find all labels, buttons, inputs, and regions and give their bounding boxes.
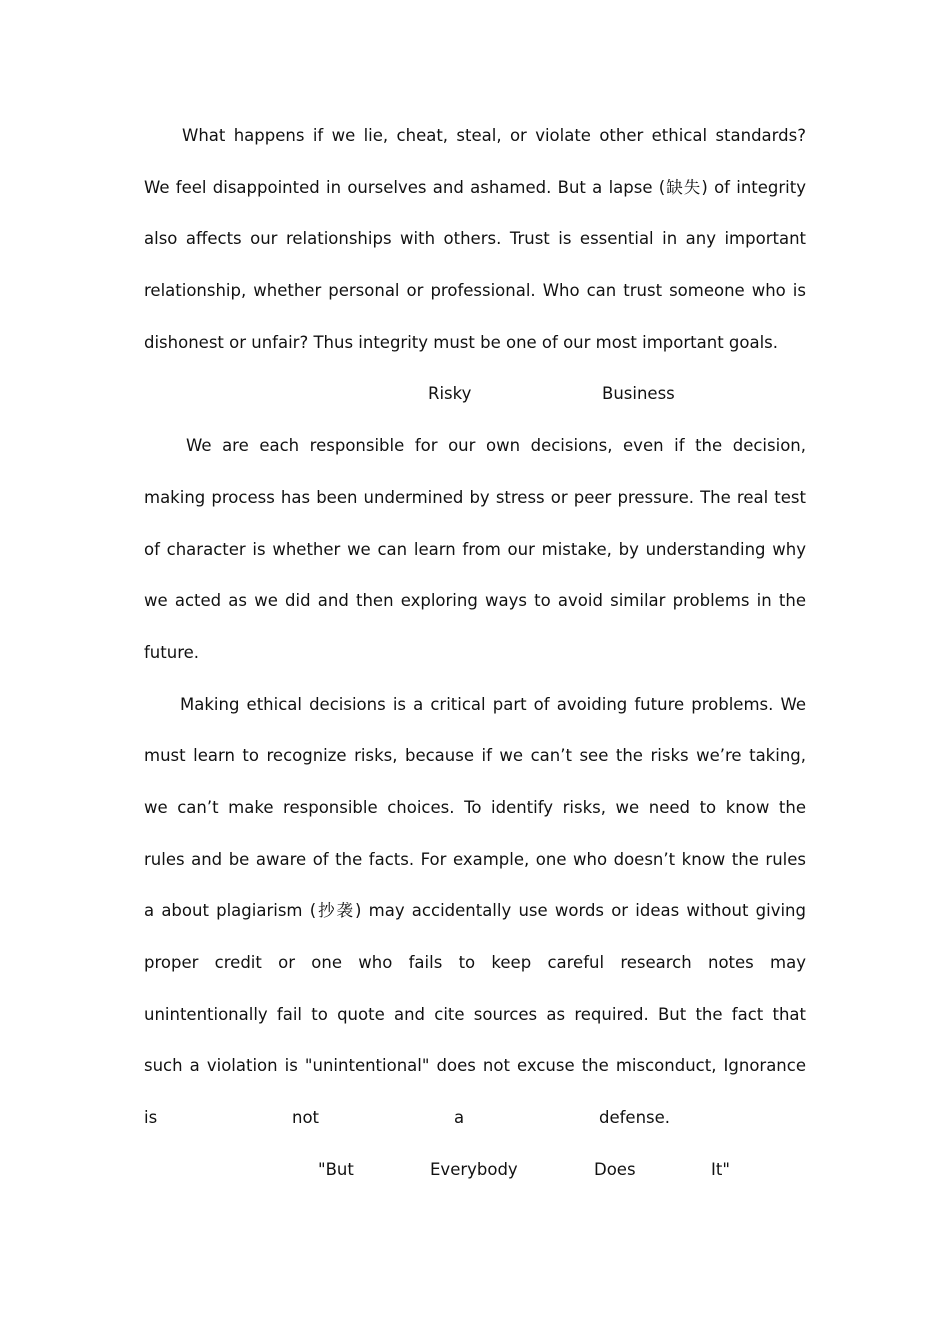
paragraph-3-line: Making ethical decisions is a critical part of avoiding future problems. We (180, 694, 806, 714)
paragraph-3-last-line (144, 1092, 806, 1144)
paragraph-3-line: unintentionally fail to quote and cite sources as required. But the fact that (144, 1004, 806, 1024)
section-heading-risky-business (144, 368, 806, 420)
paragraph-word: defense. (599, 1108, 671, 1128)
document-page (144, 110, 806, 1195)
heading-word: Business (602, 384, 675, 404)
paragraph-word: a (454, 1108, 465, 1128)
paragraph-2-line: we acted as we did and then exploring ways to avoid similar problems in the (144, 591, 806, 611)
paragraph-3-line: proper credit or one who fails to keep careful research notes may (144, 953, 806, 972)
heading-word: "But (318, 1159, 354, 1179)
paragraph-word: is (144, 1108, 158, 1128)
paragraph-1-line: We feel disappointed in ourselves and ashamed. But a lapse (缺失) of integrity (144, 177, 806, 197)
heading-word: Does (594, 1159, 636, 1179)
paragraph-2-line: making process has been undermined by stress or peer pressure. The real test (144, 487, 806, 507)
paragraph-1-line: also affects our relationships with others. Trust is essential in any important (144, 229, 806, 249)
paragraph-1-line: dishonest or unfair? Thus integrity must be one of our most important goals. (144, 332, 779, 352)
heading-word: It" (711, 1159, 730, 1179)
paragraph-3-line: we can’t make responsible choices. To identify risks, we need to know the (144, 797, 806, 817)
paragraph-1-line: relationship, whether personal or professional. Who can trust someone who is (144, 281, 806, 301)
paragraph-3-line: rules and be aware of the facts. For example, one who doesn’t know the rules (144, 849, 806, 869)
section-heading-but-everybody-does-it (144, 1144, 806, 1196)
paragraph-3-line: such a violation is "unintentional" does not excuse the misconduct, Ignorance (144, 1056, 806, 1076)
heading-word: Everybody (430, 1159, 518, 1179)
paragraph-2-line: future. (144, 642, 200, 662)
paragraph-word: not (292, 1108, 320, 1128)
heading-word: Risky (428, 384, 472, 404)
paragraph-3-line: a about plagiarism (抄袭) may accidentally use words or ideas without giving (144, 901, 806, 921)
paragraph-2-line: We are each responsible for our own decisions, even if the decision, (186, 436, 806, 456)
paragraph-1-line: What happens if we lie, cheat, steal, or violate other ethical standards? (182, 126, 806, 145)
paragraph-2-line: of character is whether we can learn from our mistake, by understanding why (144, 539, 806, 559)
paragraph-3-line: must learn to recognize risks, because if we can’t see the risks we’re taking, (144, 746, 806, 766)
